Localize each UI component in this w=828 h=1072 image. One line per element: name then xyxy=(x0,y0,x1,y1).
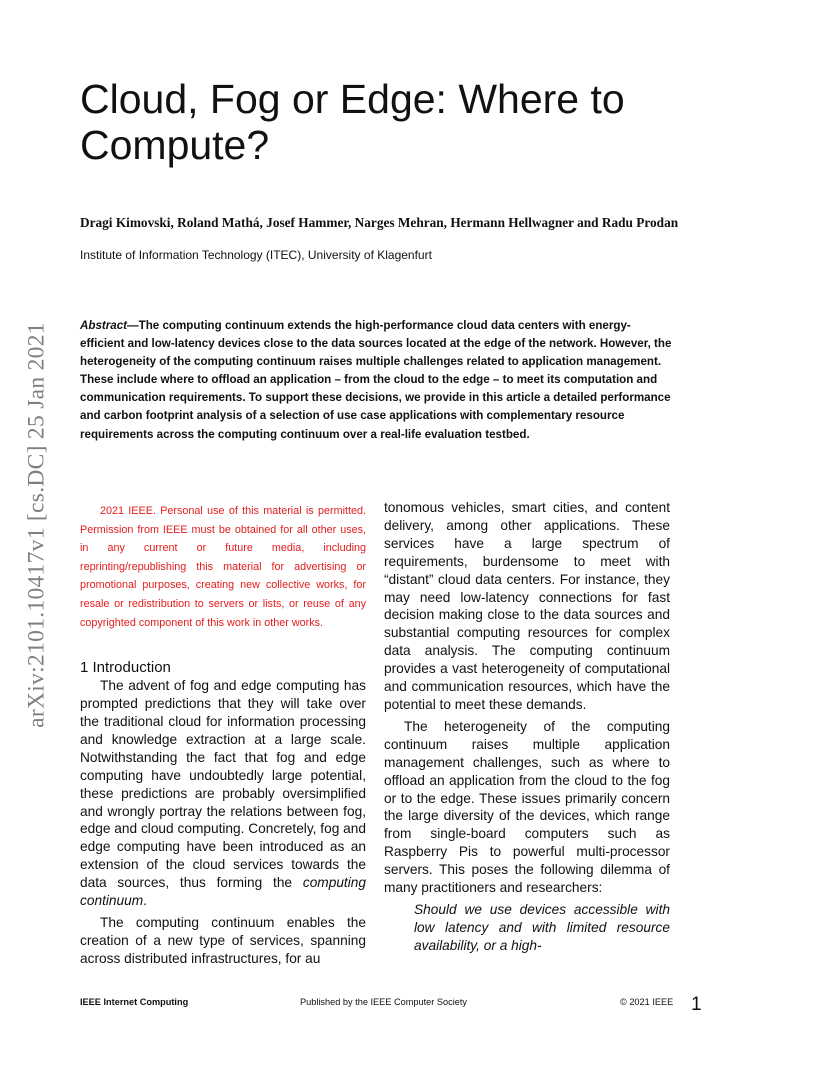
paragraph: The heterogeneity of the computing continuum raises multiple application management challenges, such as where to offload an application from the cloud to the fog or to the edge. These issues primarily concern the large diversity of the devices, which range from single-board computers such as Raspberry Pis to powerful multi-processor servers. This poses the following dilemma of many practitioners and researchers: xyxy=(384,718,670,896)
footer-publisher: Published by the IEEE Computer Society xyxy=(300,997,467,1007)
page-number: 1 xyxy=(691,994,702,1015)
abstract xyxy=(80,317,672,444)
left-column xyxy=(80,499,366,968)
research-question-quote: Should we use devices accessible with low latency and with limited resource availability, or a high- xyxy=(414,901,670,953)
paragraph: tonomous vehicles, smart cities, and content delivery, among other applications. These services have a large spectrum of requirements, burdensome to meet with “distant” cloud data centers. For instance, they may need low-latency connections for fast decision making close to the data sources and substantial computing resources for complex data analysis. The computing continuum provides a vast heterogeneity of computational and communication resources, which have the potential to meet these demands. xyxy=(384,500,670,712)
footer-copyright: © 2021 IEEE xyxy=(620,997,674,1007)
section-heading: 1 Introduction xyxy=(80,659,171,677)
footer-journal: IEEE Internet Computing xyxy=(80,997,189,1007)
affiliation: Institute of Information Technology (ITEC), University of Klagenfurt xyxy=(80,248,432,262)
author-list: Dragi Kimovski, Roland Mathá, Josef Hammer, Narges Mehran, Hermann Hellwagner and Radu Prodan xyxy=(80,215,679,230)
abstract-label: Abstract xyxy=(80,319,128,332)
paragraph xyxy=(80,677,366,910)
paragraph-text: The advent of fog and edge computing has prompted predictions that they will take over the traditional cloud for information processing and knowledge extraction at a large scale. Notwithstanding the fact that fog and edge computing have undoubtedly large potential, these predictions are probably oversimplified and wrongly portray the relations between fog, edge and cloud computing. Concretely, fog and edge computing have been introduced as an extension of the cloud services towards the data sources, thus forming the xyxy=(80,678,366,891)
emphasis-text: computing continuum xyxy=(80,875,366,909)
abstract-text: —The computing continuum extends the high-performance cloud data centers with energy-efficient and low-latency devices close to the data sources located at the edge of the network. However, the heterogeneity of the computing continuum raises multiple challenges related to application management. These include where to offload an application – from the cloud to the edge – to meet its computation and communication requirements. To support these decisions, we provide in this article a detailed performance and carbon footprint analysis of a selection of use case applications with complementary resource requirements across the computing continuum over a real-life evaluation testbed. xyxy=(80,319,672,441)
arxiv-sidebar xyxy=(20,290,54,760)
paragraph-text: . xyxy=(143,893,147,909)
paragraph: The computing continuum enables the creation of a new type of services, spanning across distributed infrastructures, for au xyxy=(80,914,366,966)
paper-title: Cloud, Fog or Edge: Where to Compute? xyxy=(80,76,625,168)
copyright-notice: 2021 IEEE. Personal use of this material is permitted. Permission from IEEE must be obtained for all other uses, in any current or future media, including reprinting/republishing this material for advertising or promotional purposes, creating new collective works, for resale or redistribution to servers or lists, or reuse of any copyrighted component of this work in other works. xyxy=(80,505,366,629)
right-column xyxy=(384,499,670,955)
arxiv-identifier: arXiv:2101.10417v1 [cs.DC] 25 Jan 2021 xyxy=(23,322,50,728)
